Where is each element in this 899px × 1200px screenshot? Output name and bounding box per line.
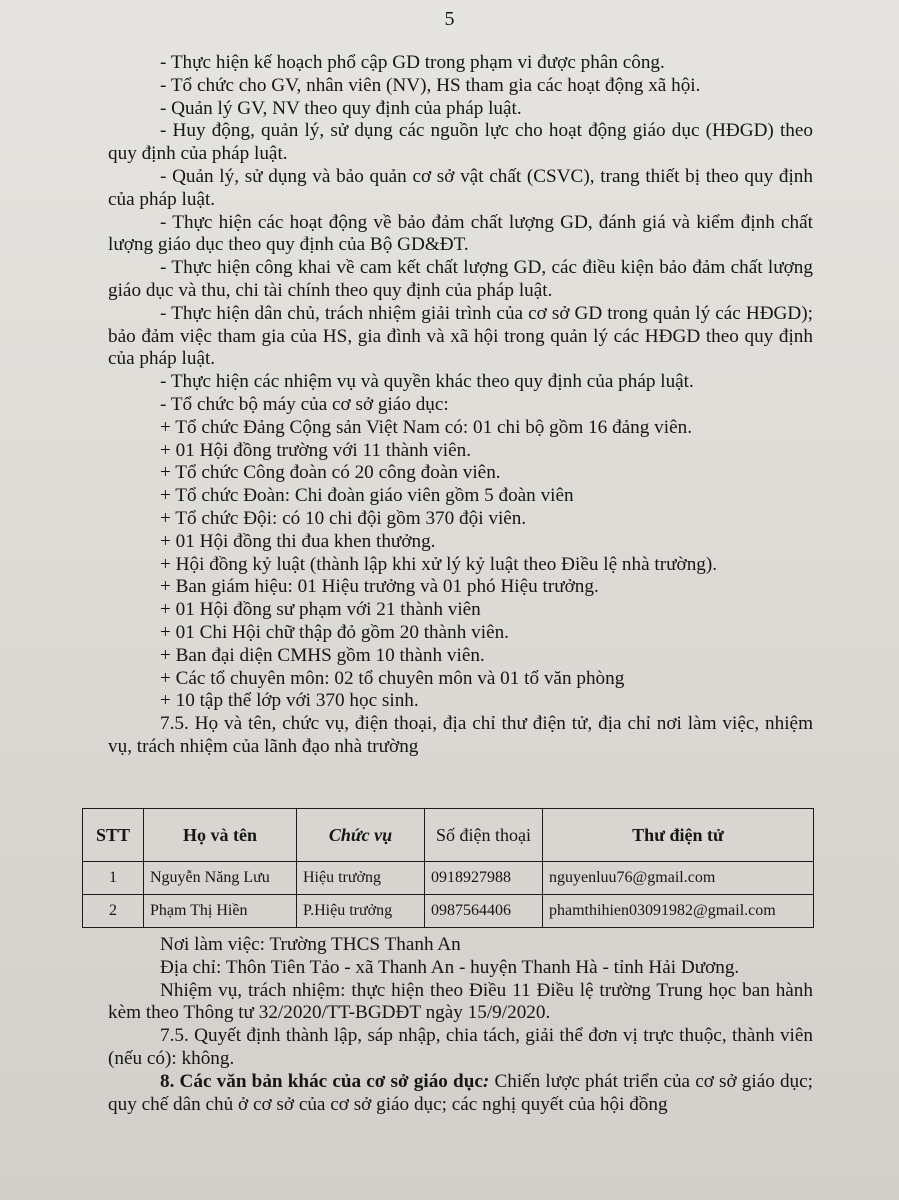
- list-item: + 01 Hội đồng sư phạm với 21 thành viên: [160, 599, 481, 621]
- cell-email: nguyenluu76@gmail.com: [543, 862, 814, 895]
- paragraph: Nơi làm việc: Trường THCS Thanh An: [160, 934, 461, 955]
- table-row: [83, 862, 814, 895]
- list-item: + Ban giám hiệu: 01 Hiệu trưởng và 01 phó Hiệu trưởng.: [160, 576, 599, 598]
- cell-stt: 1: [83, 862, 144, 895]
- paragraph: Địa chỉ: Thôn Tiên Tảo - xã Thanh An - huyện Thanh Hà - tỉnh Hải Dương.: [160, 956, 740, 978]
- paragraph: - Tổ chức bộ máy của cơ sở giáo dục:: [160, 393, 449, 415]
- list-item: + Các tổ chuyên môn: 02 tổ chuyên môn và 01 tổ văn phòng: [160, 667, 625, 689]
- paragraph: Nhiệm vụ, trách nhiệm: thực hiện theo Điều 11 Điều lệ trường Trung học ban hành kèm theo Thông tư 32/2020/TT-BGDĐT ngày 15/9/2020.: [108, 979, 813, 1024]
- list-item: + 01 Hội đồng thi đua khen thưởng.: [160, 530, 436, 552]
- list-item: + Tổ chức Đoàn: Chi đoàn giáo viên gồm 5 đoàn viên: [160, 485, 574, 507]
- cell-stt: 2: [83, 895, 144, 928]
- list-item: + Tổ chức Đảng Cộng sản Việt Nam có: 01 chi bộ gồm 16 đảng viên.: [160, 416, 693, 438]
- cell-phone: 0987564406: [425, 895, 543, 928]
- paragraph: 7.5. Quyết định thành lập, sáp nhập, chia tách, giải thể đơn vị trực thuộc, thành viên (nếu có): không.: [108, 1025, 813, 1069]
- paragraph: - Thực hiện các nhiệm vụ và quyền khác theo quy định của pháp luật.: [160, 371, 694, 393]
- paragraph: - Thực hiện dân chủ, trách nhiệm giải trình của cơ sở GD trong quản lý các HĐGD); bảo đảm việc tham gia của HS, gia đình và xã hội trong quản lý các HĐGD theo quy định của pháp luật.: [108, 302, 813, 370]
- cell-phone: 0918927988: [425, 862, 543, 895]
- list-item: + 01 Chi Hội chữ thập đỏ gồm 20 thành viên.: [160, 621, 509, 643]
- header-stt: STT: [83, 809, 144, 862]
- section-8-heading: 8. Các văn bản khác của cơ sở giáo dục: [160, 1070, 483, 1092]
- cell-position: P.Hiệu trưởng: [297, 895, 425, 928]
- header-name: Họ và tên: [144, 809, 297, 862]
- section-8-paragraph: [108, 1071, 813, 1117]
- list-item: + Tổ chức Công đoàn có 20 công đoàn viên.: [160, 462, 501, 484]
- paragraph: - Thực hiện kế hoạch phổ cập GD trong phạm vi được phân công.: [160, 52, 665, 73]
- header-email: Thư điện tử: [543, 809, 814, 862]
- cell-email: phamthihien03091982@gmail.com: [543, 895, 814, 928]
- header-phone: Số điện thoại: [425, 809, 543, 862]
- leadership-table: [82, 808, 814, 928]
- list-item: + Tổ chức Đội: có 10 chi đội gồm 370 đội viên.: [160, 507, 527, 529]
- section-8-colon: :: [482, 1070, 490, 1092]
- list-item: + 10 tập thể lớp với 370 học sinh.: [160, 690, 419, 712]
- header-position: Chức vụ: [297, 809, 425, 862]
- section-8-body: Chiến lược phát triển của cơ sở giáo dục; quy chế dân chủ ở cơ sở của cơ sở giáo dục; các nghị quyết của hội đồng: [108, 1070, 813, 1115]
- table-header-row: [83, 809, 814, 862]
- paragraph: - Thực hiện các hoạt động về bảo đảm chất lượng GD, đánh giá và kiểm định chất lượng giáo dục theo quy định của Bộ GD&ĐT.: [108, 211, 813, 256]
- section-heading: 7.5. Họ và tên, chức vụ, điện thoại, địa chỉ thư điện tử, địa chỉ nơi làm việc, nhiệm vụ, trách nhiệm của lãnh đạo nhà trường: [108, 713, 813, 757]
- list-item: + 01 Hội đồng trường với 11 thành viên.: [160, 439, 472, 461]
- paragraph: - Quản lý GV, NV theo quy định của pháp luật.: [160, 97, 522, 119]
- paragraph: - Thực hiện công khai về cam kết chất lượng GD, các điều kiện bảo đảm chất lượng giáo dục và thu, chi tài chính theo quy định của pháp luật.: [108, 257, 813, 301]
- cell-position: Hiệu trưởng: [297, 862, 425, 895]
- cell-name: Nguyễn Năng Lưu: [144, 862, 297, 895]
- paragraph: - Huy động, quản lý, sử dụng các nguồn lực cho hoạt động giáo dục (HĐGD) theo quy định của pháp luật.: [108, 120, 813, 165]
- main-text: [108, 52, 813, 759]
- leadership-table-wrapper: [82, 808, 814, 928]
- list-item: + Hội đồng kỷ luật (thành lập khi xử lý kỷ luật theo Điều lệ nhà trường).: [160, 553, 718, 575]
- paragraph: - Tổ chức cho GV, nhân viên (NV), HS tham gia các hoạt động xã hội.: [160, 74, 701, 96]
- after-table-text: [108, 934, 813, 1116]
- table-row: [83, 895, 814, 928]
- list-item: + Ban đại diện CMHS gồm 10 thành viên.: [160, 644, 485, 666]
- page-number: 5: [444, 8, 455, 30]
- cell-name: Phạm Thị Hiền: [144, 895, 297, 928]
- paragraph: - Quản lý, sử dụng và bảo quản cơ sở vật chất (CSVC), trang thiết bị theo quy định của pháp luật.: [108, 165, 813, 210]
